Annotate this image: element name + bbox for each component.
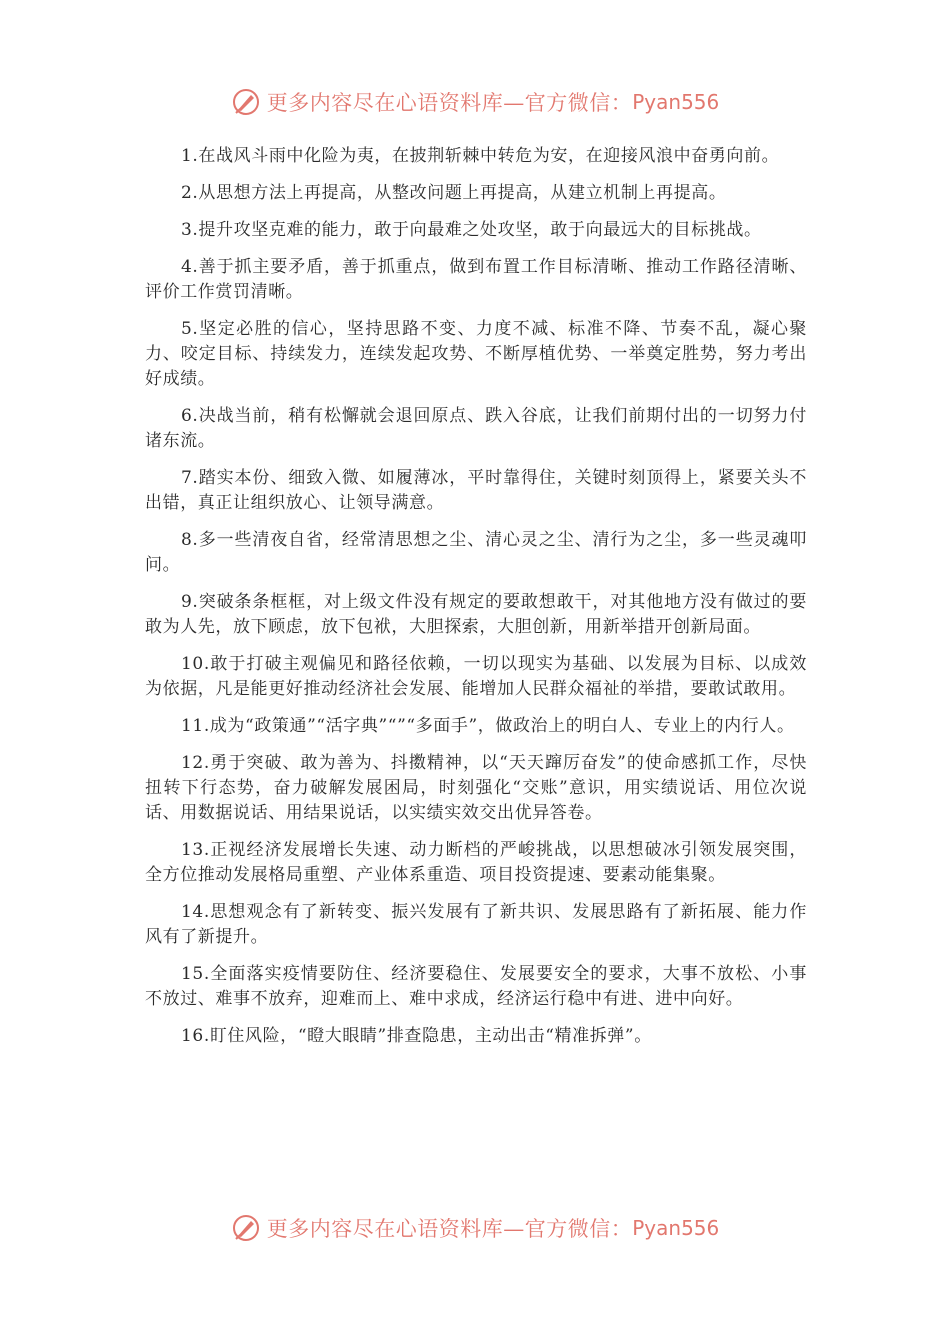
document-body — [145, 144, 807, 1061]
header-banner-handle: Pyan556 — [632, 90, 720, 114]
footer-banner-handle: Pyan556 — [632, 1216, 720, 1240]
header-banner-text: 更多内容尽在心语资料库—官方微信： — [266, 91, 633, 115]
paragraph-14: 14.思想观念有了新转变、振兴发展有了新共识、发展思路有了新拓展、能力作风有了新提升。 — [145, 902, 807, 947]
paragraph-4: 4.善于抓主要矛盾，善于抓重点，做到布置工作目标清晰、推动工作路径清晰、评价工作赏罚清晰。 — [145, 257, 807, 302]
paragraph-5: 5.坚定必胜的信心，坚持思路不变、力度不减、标准不降、节奏不乱，凝心聚力、咬定目标、持续发力，连续发起攻势、不断厚植优势、一举奠定胜势，努力考出好成绩。 — [145, 319, 807, 389]
paragraph-7: 7.踏实本份、细致入微、如履薄冰，平时靠得住，关键时刻顶得上，紧要关头不出错，真正让组织放心、让领导满意。 — [145, 468, 807, 513]
paragraph-3: 3.提升攻坚克难的能力，敢于向最难之处攻坚，敢于向最远大的目标挑战。 — [181, 220, 762, 240]
paragraph-10: 10.敢于打破主观偏见和路径依赖，一切以现实为基础、以发展为目标、以成效为依据，凡是能更好推动经济社会发展、能增加人民群众福祉的举措，要敢试敢用。 — [145, 654, 807, 699]
header-banner — [0, 82, 950, 122]
paragraph-16: 16.盯住风险，“瞪大眼睛”排查隐患，主动出击“精准拆弹”。 — [181, 1026, 652, 1046]
paragraph-9: 9.突破条条框框，对上级文件没有规定的要敢想敢干，对其他地方没有做过的要敢为人先，放下顾虑，放下包袱，大胆探索，大胆创新，用新举措开创新局面。 — [145, 592, 807, 637]
paragraph-2: 2.从思想方法上再提高，从整改问题上再提高，从建立机制上再提高。 — [181, 183, 727, 203]
footer-banner — [0, 1208, 950, 1248]
paragraph-8: 8.多一些清夜自省，经常清思想之尘、清心灵之尘、清行为之尘，多一些灵魂叩问。 — [145, 530, 807, 575]
paragraph-15: 15.全面落实疫情要防住、经济要稳住、发展要安全的要求，大事不放松、小事不放过、难事不放弃，迎难而上、难中求成，经济运行稳中有进、进中向好。 — [145, 964, 807, 1009]
quill-logo-icon — [231, 87, 261, 117]
footer-banner-text: 更多内容尽在心语资料库—官方微信： — [266, 1217, 633, 1241]
paragraph-13: 13.正视经济发展增长失速、动力断档的严峻挑战，以思想破冰引领发展突围，全方位推动发展格局重塑、产业体系重造、项目投资提速、要素动能集聚。 — [145, 840, 807, 885]
quill-logo-icon — [231, 1213, 261, 1243]
paragraph-6: 6.决战当前，稍有松懈就会退回原点、跌入谷底，让我们前期付出的一切努力付诸东流。 — [145, 406, 807, 451]
paragraph-1: 1.在战风斗雨中化险为夷，在披荆斩棘中转危为安，在迎接风浪中奋勇向前。 — [181, 146, 780, 166]
paragraph-12: 12.勇于突破、敢为善为、抖擞精神，以“天天蹿厉奋发”的使命感抓工作，尽快扭转下行态势，奋力破解发展困局，时刻强化“交账”意识，用实绩说话、用位次说话、用数据说话、用结果说话，以实绩实效交出优异答卷。 — [145, 753, 807, 823]
paragraph-11: 11.成为“政策通”“活字典”“”“多面手”，做政治上的明白人、专业上的内行人。 — [181, 716, 795, 736]
